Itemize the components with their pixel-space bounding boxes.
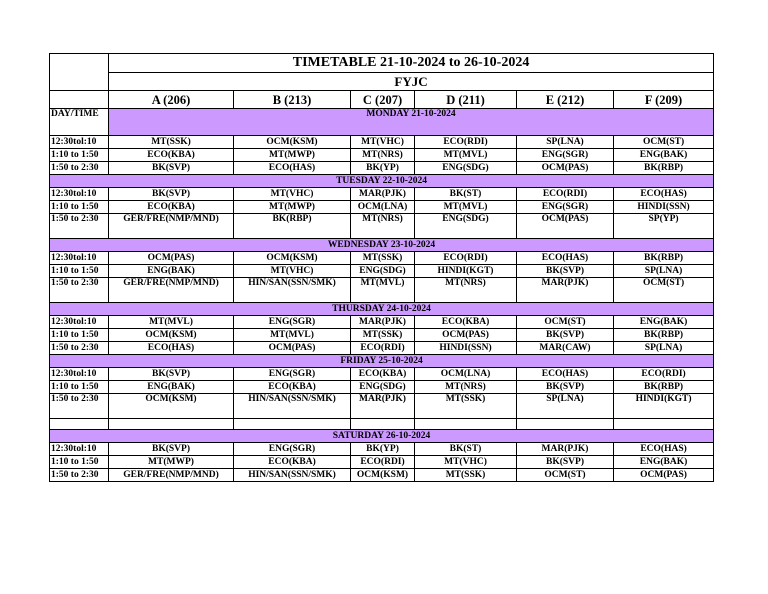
subject-cell: MT(MWP)	[234, 149, 351, 162]
spacer-cell	[109, 419, 234, 430]
day-name: FRIDAY 25-10-2024	[50, 355, 714, 368]
slot-time: 1:10 to 1:50	[50, 456, 109, 469]
subject-cell: OCM(KSM)	[234, 136, 351, 149]
subject-cell: ECO(KBA)	[109, 201, 234, 214]
subject-cell: SP(LNA)	[517, 136, 614, 149]
slot-time: 1:50 to 2:30	[50, 469, 109, 482]
timetable-title: TIMETABLE 21-10-2024 to 26-10-2024	[109, 54, 714, 73]
subject-cell: ENG(BAK)	[614, 316, 714, 329]
subject-cell: HIN/SAN(SSN/SMK)	[234, 394, 351, 419]
subject-cell: OCM(PAS)	[614, 469, 714, 482]
spacer-cell	[614, 419, 714, 430]
subject-cell: OCM(ST)	[614, 278, 714, 303]
subject-cell: BK(SVP)	[109, 368, 234, 381]
subject-cell: ENG(SGR)	[234, 368, 351, 381]
subject-cell: HINDI(SSN)	[614, 201, 714, 214]
subject-cell: OCM(PAS)	[234, 342, 351, 355]
subject-cell: MT(VHC)	[415, 456, 517, 469]
column-header: B (213)	[234, 91, 351, 109]
subject-cell: SP(LNA)	[614, 265, 714, 278]
subject-cell: OCM(LNA)	[415, 368, 517, 381]
slot-time: 1:50 to 2:30	[50, 214, 109, 239]
subject-cell: BK(YP)	[351, 443, 415, 456]
subject-cell: BK(SVP)	[517, 265, 614, 278]
subject-cell: ECO(RDI)	[351, 456, 415, 469]
subject-cell: MT(MVL)	[234, 329, 351, 342]
subject-cell: BK(YP)	[351, 162, 415, 175]
slot-time: 12:30tol:10	[50, 188, 109, 201]
subject-cell: ENG(SDG)	[415, 162, 517, 175]
subject-cell: MAR(PJK)	[351, 316, 415, 329]
slot-row	[50, 316, 714, 329]
slot-row	[50, 136, 714, 149]
slot-time: 1:10 to 1:50	[50, 149, 109, 162]
spacer-cell	[415, 419, 517, 430]
subject-cell: BK(SVP)	[517, 329, 614, 342]
subject-cell: HINDI(KGT)	[614, 394, 714, 419]
subject-cell: MT(MWP)	[109, 456, 234, 469]
slot-row	[50, 368, 714, 381]
subject-cell: MT(VHC)	[234, 265, 351, 278]
slot-time: 1:50 to 2:30	[50, 278, 109, 303]
subject-cell: GER/FRE(NMP/MND)	[109, 278, 234, 303]
subject-cell: ECO(RDI)	[415, 136, 517, 149]
subject-cell: HIN/SAN(SSN/SMK)	[234, 469, 351, 482]
slot-row	[50, 342, 714, 355]
column-header: F (209)	[614, 91, 714, 109]
subject-cell: MT(SSK)	[415, 394, 517, 419]
subject-cell: ECO(HAS)	[614, 443, 714, 456]
subject-cell: ECO(HAS)	[614, 188, 714, 201]
subject-cell: BK(RBP)	[614, 329, 714, 342]
slot-time: 1:10 to 1:50	[50, 201, 109, 214]
day-time-label: DAY/TIME	[50, 109, 109, 136]
subject-cell: ENG(BAK)	[614, 456, 714, 469]
subject-cell: BK(SVP)	[517, 456, 614, 469]
subject-cell: ECO(RDI)	[415, 252, 517, 265]
subject-cell: MAR(PJK)	[517, 278, 614, 303]
corner-cell	[50, 54, 109, 91]
subject-cell: BK(RBP)	[614, 252, 714, 265]
spacer-cell	[351, 419, 415, 430]
subject-cell: ENG(BAK)	[109, 265, 234, 278]
subject-cell: MT(MVL)	[415, 149, 517, 162]
slot-row	[50, 265, 714, 278]
slot-row	[50, 188, 714, 201]
subject-cell: ECO(KBA)	[415, 316, 517, 329]
slot-time: 1:50 to 2:30	[50, 342, 109, 355]
day-header-row	[50, 109, 714, 136]
subject-cell: MT(NRS)	[351, 214, 415, 239]
subject-cell: ECO(HAS)	[517, 368, 614, 381]
column-header-row	[50, 91, 714, 109]
slot-row	[50, 456, 714, 469]
subject-cell: BK(SVP)	[109, 443, 234, 456]
day-name: WEDNESDAY 23-10-2024	[50, 239, 714, 252]
subject-cell: ENG(SGR)	[517, 149, 614, 162]
subject-cell: MAR(PJK)	[351, 188, 415, 201]
subject-cell: ECO(KBA)	[234, 456, 351, 469]
subject-cell: HIN/SAN(SSN/SMK)	[234, 278, 351, 303]
spacer-row	[50, 419, 714, 430]
subject-cell: OCM(PAS)	[415, 329, 517, 342]
slot-row	[50, 381, 714, 394]
slot-time: 12:30tol:10	[50, 443, 109, 456]
day-name: MONDAY 21-10-2024	[109, 109, 714, 136]
day-header-row	[50, 303, 714, 316]
day-name: THURSDAY 24-10-2024	[50, 303, 714, 316]
subject-cell: ENG(SGR)	[234, 443, 351, 456]
subject-cell: ENG(SGR)	[517, 201, 614, 214]
slot-time: 12:30tol:10	[50, 252, 109, 265]
subject-cell: SP(YP)	[614, 214, 714, 239]
slot-row	[50, 252, 714, 265]
subject-cell: MT(NRS)	[351, 149, 415, 162]
slot-row	[50, 443, 714, 456]
slot-time: 12:30tol:10	[50, 316, 109, 329]
subject-cell: ECO(KBA)	[234, 381, 351, 394]
slot-row	[50, 469, 714, 482]
day-header-row	[50, 355, 714, 368]
subject-cell: ENG(BAK)	[109, 381, 234, 394]
subject-cell: ENG(SGR)	[234, 316, 351, 329]
subject-cell: MAR(PJK)	[517, 443, 614, 456]
subject-cell: BK(SVP)	[109, 162, 234, 175]
subject-cell: GER/FRE(NMP/MND)	[109, 214, 234, 239]
subject-cell: ECO(HAS)	[517, 252, 614, 265]
subject-cell: MT(MVL)	[109, 316, 234, 329]
subject-cell: BK(SVP)	[109, 188, 234, 201]
subject-cell: OCM(KSM)	[351, 469, 415, 482]
slot-row	[50, 329, 714, 342]
day-header-row	[50, 239, 714, 252]
subject-cell: MT(VHC)	[351, 136, 415, 149]
subject-cell: ENG(SDG)	[415, 214, 517, 239]
subject-cell: OCM(PAS)	[517, 162, 614, 175]
subject-cell: BK(RBP)	[614, 381, 714, 394]
subject-cell: ECO(RDI)	[351, 342, 415, 355]
slot-row	[50, 162, 714, 175]
subject-cell: ECO(HAS)	[109, 342, 234, 355]
class-name: FYJC	[109, 73, 714, 91]
subject-cell: SP(LNA)	[517, 394, 614, 419]
subject-cell: MAR(PJK)	[351, 394, 415, 419]
subject-cell: ECO(HAS)	[234, 162, 351, 175]
timetable-sheet	[49, 53, 714, 482]
column-header: E (212)	[517, 91, 614, 109]
day-name: TUESDAY 22-10-2024	[50, 175, 714, 188]
slot-row	[50, 394, 714, 419]
day-header-row	[50, 175, 714, 188]
subject-cell: ENG(BAK)	[614, 149, 714, 162]
subject-cell: OCM(LNA)	[351, 201, 415, 214]
slot-row	[50, 149, 714, 162]
subject-cell: OCM(ST)	[517, 316, 614, 329]
spacer-cell	[517, 419, 614, 430]
subject-cell: MAR(CAW)	[517, 342, 614, 355]
subject-cell: MT(SSK)	[351, 252, 415, 265]
slot-time: 12:30tol:10	[50, 136, 109, 149]
subject-cell: ECO(RDI)	[614, 368, 714, 381]
subject-cell: SP(LNA)	[614, 342, 714, 355]
subject-cell: HINDI(KGT)	[415, 265, 517, 278]
slot-time: 1:50 to 2:30	[50, 162, 109, 175]
subject-cell: GER/FRE(NMP/MND)	[109, 469, 234, 482]
subject-cell: OCM(ST)	[614, 136, 714, 149]
slot-time: 12:30tol:10	[50, 368, 109, 381]
subject-cell: MT(SSK)	[415, 469, 517, 482]
subject-cell: OCM(KSM)	[109, 394, 234, 419]
slot-time: 1:10 to 1:50	[50, 381, 109, 394]
slot-time: 1:10 to 1:50	[50, 265, 109, 278]
subject-cell: OCM(KSM)	[109, 329, 234, 342]
subject-cell: ECO(KBA)	[351, 368, 415, 381]
subject-cell: MT(VHC)	[234, 188, 351, 201]
subject-cell: MT(MVL)	[351, 278, 415, 303]
subject-cell: OCM(KSM)	[234, 252, 351, 265]
subject-cell: ECO(RDI)	[517, 188, 614, 201]
slot-row	[50, 278, 714, 303]
subject-cell: ENG(SDG)	[351, 381, 415, 394]
subject-cell: ECO(KBA)	[109, 149, 234, 162]
column-header: D (211)	[415, 91, 517, 109]
spacer-cell	[234, 419, 351, 430]
slot-row	[50, 201, 714, 214]
subject-cell: BK(SVP)	[517, 381, 614, 394]
subject-cell: OCM(ST)	[517, 469, 614, 482]
subject-cell: BK(ST)	[415, 188, 517, 201]
subject-cell: BK(RBP)	[234, 214, 351, 239]
slot-time: 1:50 to 2:30	[50, 394, 109, 419]
subject-cell: MT(MVL)	[415, 201, 517, 214]
subject-cell: MT(NRS)	[415, 381, 517, 394]
subject-cell: MT(SSK)	[109, 136, 234, 149]
subject-cell: MT(SSK)	[351, 329, 415, 342]
spacer-cell	[50, 419, 109, 430]
slot-time: 1:10 to 1:50	[50, 329, 109, 342]
subject-cell: MT(NRS)	[415, 278, 517, 303]
subject-cell: OCM(PAS)	[109, 252, 234, 265]
subject-cell: HINDI(SSN)	[415, 342, 517, 355]
column-header: C (207)	[351, 91, 415, 109]
day-name: SATURDAY 26-10-2024	[50, 430, 714, 443]
slot-row	[50, 214, 714, 239]
subject-cell: OCM(PAS)	[517, 214, 614, 239]
timetable-table	[49, 53, 714, 482]
subject-cell: BK(ST)	[415, 443, 517, 456]
column-header: A (206)	[109, 91, 234, 109]
subject-cell: BK(RBP)	[614, 162, 714, 175]
day-header-row	[50, 430, 714, 443]
header-blank	[50, 91, 109, 109]
subject-cell: ENG(SDG)	[351, 265, 415, 278]
subject-cell: MT(MWP)	[234, 201, 351, 214]
